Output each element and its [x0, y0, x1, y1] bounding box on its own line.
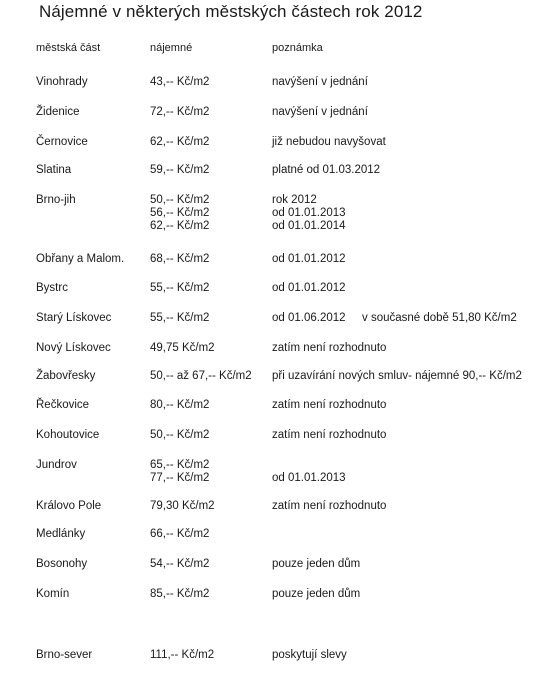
note-cell [272, 194, 346, 233]
note-cell [272, 370, 522, 383]
rent-value: 49,75 Kč/m2 [150, 342, 215, 354]
note-text: zatím není rozhodnuto [272, 342, 387, 354]
rent-cell [150, 588, 209, 601]
note-text: navýšení v jednání [272, 76, 368, 88]
district-name: Slatina [36, 164, 72, 176]
rent-cell [150, 164, 209, 177]
rent-cell [150, 429, 209, 442]
note-cell [272, 459, 346, 485]
rent-cell [150, 649, 214, 662]
note-text: zatím není rozhodnuto [272, 399, 387, 411]
rent-cell [150, 459, 209, 485]
note-text: od 01.06.2012 [272, 312, 346, 324]
note-cell [272, 106, 368, 119]
rent-cell [150, 136, 209, 149]
note-text: již nebudou navyšovat [272, 136, 386, 148]
note-text: poskytují slevy [272, 649, 347, 661]
rent-cell [150, 342, 215, 355]
rent-cell [150, 370, 252, 383]
table-row [0, 588, 552, 628]
table-row [0, 194, 552, 234]
rent-value: 66,-- Kč/m2 [150, 528, 210, 540]
rent-value: 43,-- Kč/m2 [150, 76, 210, 88]
district-name: Obřany a Malom. [36, 253, 125, 265]
column-header-rent: nájemné [150, 42, 193, 54]
district-name: Řečkovice [36, 399, 90, 411]
rent-value: 50,-- Kč/m2 [150, 429, 210, 441]
rent-value: 65,-- Kč/m2 [150, 459, 210, 471]
district-name: Žabovřesky [36, 370, 96, 382]
column-header-note: poznámka [272, 42, 323, 54]
rent-value: 50,-- Kč/m2 [150, 194, 210, 206]
rent-value: 80,-- Kč/m2 [150, 399, 210, 411]
note-text: zatím není rozhodnuto [272, 500, 387, 512]
note-cell [272, 588, 360, 601]
note-cell [272, 253, 346, 266]
note-text: od 01.01.2013 [272, 207, 346, 219]
note-cell [272, 282, 346, 295]
note-cell [272, 500, 386, 513]
note-extra: v současné době 51,80 Kč/m2 [362, 312, 517, 324]
rent-value: 56,-- Kč/m2 [150, 207, 210, 219]
note-cell [272, 136, 386, 149]
district-name: Starý Lískovec [36, 312, 112, 324]
district-name: Bosonohy [36, 558, 88, 570]
district-name: Černovice [36, 136, 88, 148]
note-cell [272, 649, 347, 662]
note-cell [272, 342, 386, 355]
rent-cell [150, 106, 209, 119]
district-name: Brno-sever [36, 649, 93, 661]
district-name: Komín [36, 588, 70, 600]
rent-value: 77,-- Kč/m2 [150, 472, 210, 484]
district-name: Královo Pole [36, 500, 102, 512]
note-text: při uzavírání nových smluv- nájemné 90,-- Kč/m2 [272, 370, 522, 382]
rent-cell [150, 558, 209, 571]
note-text: pouze jeden dům [272, 588, 361, 600]
district-name: Brno-jih [36, 194, 76, 206]
rent-value: 54,-- Kč/m2 [150, 558, 210, 570]
district-name: Bystrc [36, 282, 68, 294]
district-name: Židenice [36, 106, 80, 118]
rent-value: 55,-- Kč/m2 [150, 282, 210, 294]
note-cell [272, 558, 360, 571]
table-row [0, 459, 552, 499]
district-name: Medlánky [36, 528, 86, 540]
note-text: zatím není rozhodnuto [272, 429, 387, 441]
rent-cell [150, 528, 209, 541]
rent-cell [150, 399, 209, 412]
note-text [272, 459, 346, 472]
district-name: Kohoutovice [36, 429, 100, 441]
note-cell [272, 312, 346, 325]
rent-cell [150, 194, 209, 233]
note-text: od 01.01.2012 [272, 253, 346, 265]
note-text: rok 2012 [272, 194, 317, 206]
district-name: Nový Lískovec [36, 342, 111, 354]
rent-value: 72,-- Kč/m2 [150, 106, 210, 118]
note-text: platné od 01.03.2012 [272, 164, 381, 176]
rent-cell [150, 500, 215, 513]
note-text: od 01.01.2013 [272, 472, 346, 484]
rent-value: 59,-- Kč/m2 [150, 164, 210, 176]
rent-cell [150, 312, 209, 325]
note-text: od 01.01.2014 [272, 220, 346, 232]
rent-value: 79,30 Kč/m2 [150, 500, 215, 512]
district-name: Vinohrady [36, 76, 88, 88]
note-text: navýšení v jednání [272, 106, 368, 118]
column-header-district: městská část [36, 42, 101, 54]
rent-cell [150, 76, 209, 89]
table-row [0, 649, 552, 689]
rent-value: 55,-- Kč/m2 [150, 312, 210, 324]
note-cell [272, 164, 380, 177]
document-title: Nájemné v některých městských částech rok 2012 [39, 2, 423, 21]
note-cell [272, 76, 368, 89]
rent-value: 68,-- Kč/m2 [150, 253, 210, 265]
note-cell [272, 399, 386, 412]
rent-value: 50,-- až 67,-- Kč/m2 [150, 370, 252, 382]
note-text: od 01.01.2012 [272, 282, 346, 294]
district-name: Jundrov [36, 459, 77, 471]
rent-cell [150, 282, 209, 295]
note-text: pouze jeden dům [272, 558, 361, 570]
rent-value: 111,-- Kč/m2 [150, 649, 215, 661]
note-cell [272, 429, 386, 442]
rent-cell [150, 253, 209, 266]
rent-value: 62,-- Kč/m2 [150, 220, 210, 232]
rent-value: 62,-- Kč/m2 [150, 136, 210, 148]
rent-value: 85,-- Kč/m2 [150, 588, 210, 600]
